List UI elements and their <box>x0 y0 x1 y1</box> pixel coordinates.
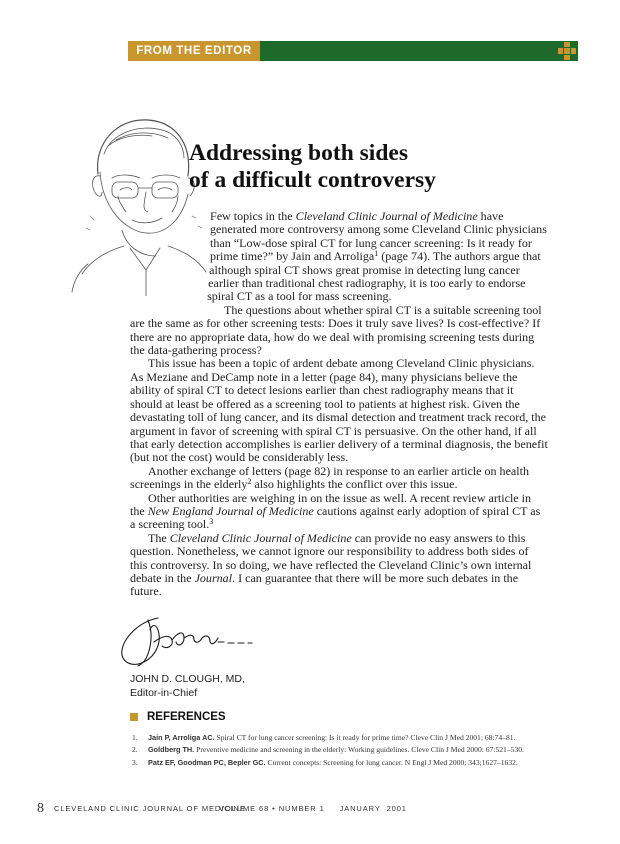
reference-item: 3. Patz EF, Goodman PC, Bepler GC. Current concepts: Screening for lung cancer. N Engl J Med 2000; 343;1627–1632. <box>132 757 518 767</box>
headline-line-1: Addressing both sides <box>189 140 408 166</box>
section-label: FROM THE EDITOR <box>128 41 260 61</box>
page-footer <box>37 801 557 817</box>
paragraph-1: Few topics in the Cleveland Clinic Journal of Medicine have generated more controversy among some Cleveland Clinic physicians than “Low-dose spiral CT for lung cancer screening: Is it ready for prime time?” by Jain and Arroliga$^1$ (page 74). The authors argue that although spiral CT shows great promise in detecting lung cancer earlier than traditional chest radiography, it is too early to endorse spiral CT as a tool for mass screening. <box>207 209 547 304</box>
handwritten-signature <box>118 612 258 672</box>
reference-item: 1. Jain P, Arroliga AC. Spiral CT for lung cancer screening: Is it ready for prime time? Cleve Clin J Med 2001; 68:74–81. <box>132 733 516 742</box>
cross-logo-icon <box>558 41 576 61</box>
portrait-wrap-space <box>130 210 210 304</box>
paragraph-5: Other authorities are weighing in on the issue as well. A recent review article in the New England Journal of Medicine cautions against early adoption of spiral CT as a screening tool.$^3$ <box>130 490 541 532</box>
editor-title: Editor-in-Chief <box>130 687 198 699</box>
article-body <box>130 210 548 599</box>
square-bullet-icon <box>130 713 138 721</box>
editor-name: JOHN D. CLOUGH, MD, <box>130 673 245 685</box>
section-banner <box>128 41 578 61</box>
paragraph-4: Another exchange of letters (page 82) in response to an earlier article on health screenings in the elderly$^2$ also highlights the conflict over this issue. <box>130 463 529 492</box>
reference-list <box>130 733 550 770</box>
paragraph-2: The questions about whether spiral CT is a suitable screening tool are the same as for other screening tests: Does it truly save lives? Is cost-effective? If there are no appropriate data, how do we deal with promising screening tests during the data-gathering process? <box>130 302 542 358</box>
article-headline <box>189 140 489 194</box>
footer-issue-info: VOLUME 68 • NUMBER 1 JANUARY 2001 <box>219 804 407 813</box>
footer-journal-name: CLEVELAND CLINIC JOURNAL OF MEDICINE <box>54 804 246 813</box>
headline-line-2: of a difficult controversy <box>189 167 436 193</box>
paragraph-6: The Cleveland Clinic Journal of Medicine can provide no easy answers to this question. Nonetheless, we cannot ignore our responsibility to address both sides of this controversy. In so doing, we have reflected the Cleveland Clinic’s own internal debate in the Journal. I can guarantee that there will be more such debates in the future. <box>130 530 532 599</box>
page-number: 8 <box>37 801 44 816</box>
references-title: REFERENCES <box>147 711 226 723</box>
reference-item: 2. Goldberg TH. Preventive medicine and screening in the elderly: Working guidelines. Cleve Clin J Med 2000: 67:521–530. <box>132 745 524 755</box>
paragraph-3: This issue has been a topic of ardent debate among Cleveland Clinic physicians. As Meziane and DeCamp note in a letter (page 84), many physicians believe the ability of spiral CT to detect lesions earlier than chest radiography means that it should at least be offered as a screening tool to patients at highest risk. Given the devastating toll of lung cancer, and its dismal detection and treatment track record, the argument in favor of screening with spiral CT is persuasive. On the other hand, if all that early detection accomplishes is earlier delivery of a terminal diagnosis, the benefit (but not the cost) would be considerably less. <box>130 356 548 465</box>
